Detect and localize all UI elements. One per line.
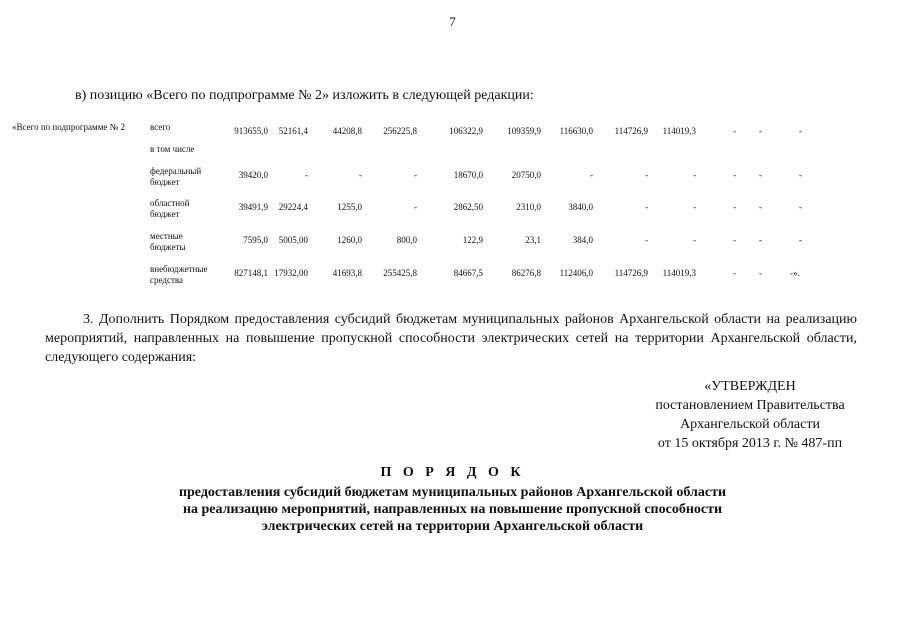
table-cell: 106322,9	[449, 126, 483, 136]
table-cell: 7595,0	[243, 235, 268, 245]
approval-block	[620, 377, 880, 453]
table-cell: -	[799, 202, 802, 212]
table-cell: -	[693, 235, 696, 245]
intro-paragraph: в) позицию «Всего по подпрограмме № 2» изложить в следующей редакции:	[75, 88, 534, 103]
table-cell: 114019,3	[662, 126, 696, 136]
table-cell: -	[590, 170, 593, 180]
table-cell: 913655,0	[234, 126, 268, 136]
table-cell: 86276,8	[511, 268, 541, 278]
table-cell: -	[359, 170, 362, 180]
table-cell: -».	[790, 268, 802, 278]
table-row-category: в том числе	[150, 144, 195, 154]
table-cell: 29224,4	[278, 202, 308, 212]
table-cell: 44208,8	[332, 126, 362, 136]
table-cell: -	[733, 235, 736, 245]
table-cell: 112406,0	[559, 268, 593, 278]
table-row-category: внебюджетные средства	[150, 264, 208, 285]
table-cell: -	[759, 235, 762, 245]
table-cell: -	[733, 170, 736, 180]
table-cell: 384,0	[572, 235, 593, 245]
table-cell: -	[799, 126, 802, 136]
table-cell: -	[759, 202, 762, 212]
table-cell: -	[759, 268, 762, 278]
table-cell: 827148,1	[234, 268, 268, 278]
table-cell: -	[759, 170, 762, 180]
table-cell: -	[693, 170, 696, 180]
table-cell: 3840,0	[568, 202, 593, 212]
table-cell: -	[733, 268, 736, 278]
table-cell: -	[733, 202, 736, 212]
table-cell: 256225,8	[383, 126, 417, 136]
table-cell: 800,0	[396, 235, 417, 245]
table-row-category: федеральный бюджет	[150, 166, 202, 187]
approval-line: «УТВЕРЖДЕН	[704, 379, 796, 394]
order-subtitle-line: на реализацию мероприятий, направленных на повышение пропускной способности	[182, 502, 723, 517]
approval-line: от 15 октября 2013 г. № 487-пп	[657, 436, 843, 451]
table-cell: 2310,0	[516, 202, 541, 212]
order-subtitle-line: предоставления субсидий бюджетам муниципальных районов Архангельской области	[178, 485, 727, 500]
table-cell: -	[645, 170, 648, 180]
table-row	[12, 264, 812, 294]
table-cell: -	[733, 126, 736, 136]
table-row	[12, 166, 812, 196]
table-cell: 109359,9	[507, 126, 541, 136]
table-row-category: местные бюджеты	[150, 231, 186, 252]
table-cell: 17932,00	[274, 268, 308, 278]
table-cell: 114726,9	[614, 268, 648, 278]
table-cell: 2862,50	[453, 202, 483, 212]
order-subtitle	[0, 484, 905, 535]
table-row	[12, 231, 812, 261]
table-cell: 122,9	[462, 235, 483, 245]
approval-line: постановлением Правительства	[655, 398, 845, 413]
table-cell: 1255,0	[337, 202, 362, 212]
table-cell: 114019,3	[662, 268, 696, 278]
table-cell: -	[693, 202, 696, 212]
table-cell: 84667,5	[453, 268, 483, 278]
table-cell: 39491,9	[238, 202, 268, 212]
table-cell: -	[414, 170, 417, 180]
table-cell: 39420,0	[238, 170, 268, 180]
table-row-category: областной бюджет	[150, 198, 190, 219]
table-cell: 52161,4	[278, 126, 308, 136]
table-cell: 116630,0	[559, 126, 593, 136]
section-3-paragraph: 3. Дополнить Порядком предоставления субсидий бюджетам муниципальных районов Архангельской области на реализацию мероприятий, направленных на повышение пропускной способности электрических сетей на территории Архангельской области, следующего содержания:	[45, 312, 857, 365]
table-cell: 20750,0	[511, 170, 541, 180]
table-row-category: всего	[150, 122, 171, 132]
table-cell: -	[305, 170, 308, 180]
table-cell: 18670,0	[453, 170, 483, 180]
order-title: П О Р Я Д О К	[380, 465, 525, 480]
table-cell: 5005,00	[278, 235, 308, 245]
approval-line: Архангельской области	[680, 417, 820, 432]
table-cell: 255425,8	[383, 268, 417, 278]
table-cell: -	[799, 170, 802, 180]
order-subtitle-line: электрических сетей на территории Архангельской области	[261, 519, 644, 534]
table-cell: 41693,8	[332, 268, 362, 278]
table-cell: 1260,0	[337, 235, 362, 245]
table-cell: -	[414, 202, 417, 212]
table-cell: -	[799, 235, 802, 245]
page-number: 7	[449, 14, 456, 29]
table-cell: -	[759, 126, 762, 136]
table-cell: -	[645, 235, 648, 245]
table-row-title: «Всего по подпрограмме № 2	[12, 122, 125, 132]
table-cell: 114726,9	[614, 126, 648, 136]
table-cell: 23,1	[525, 235, 541, 245]
table-cell: -	[645, 202, 648, 212]
table-row	[12, 198, 812, 228]
